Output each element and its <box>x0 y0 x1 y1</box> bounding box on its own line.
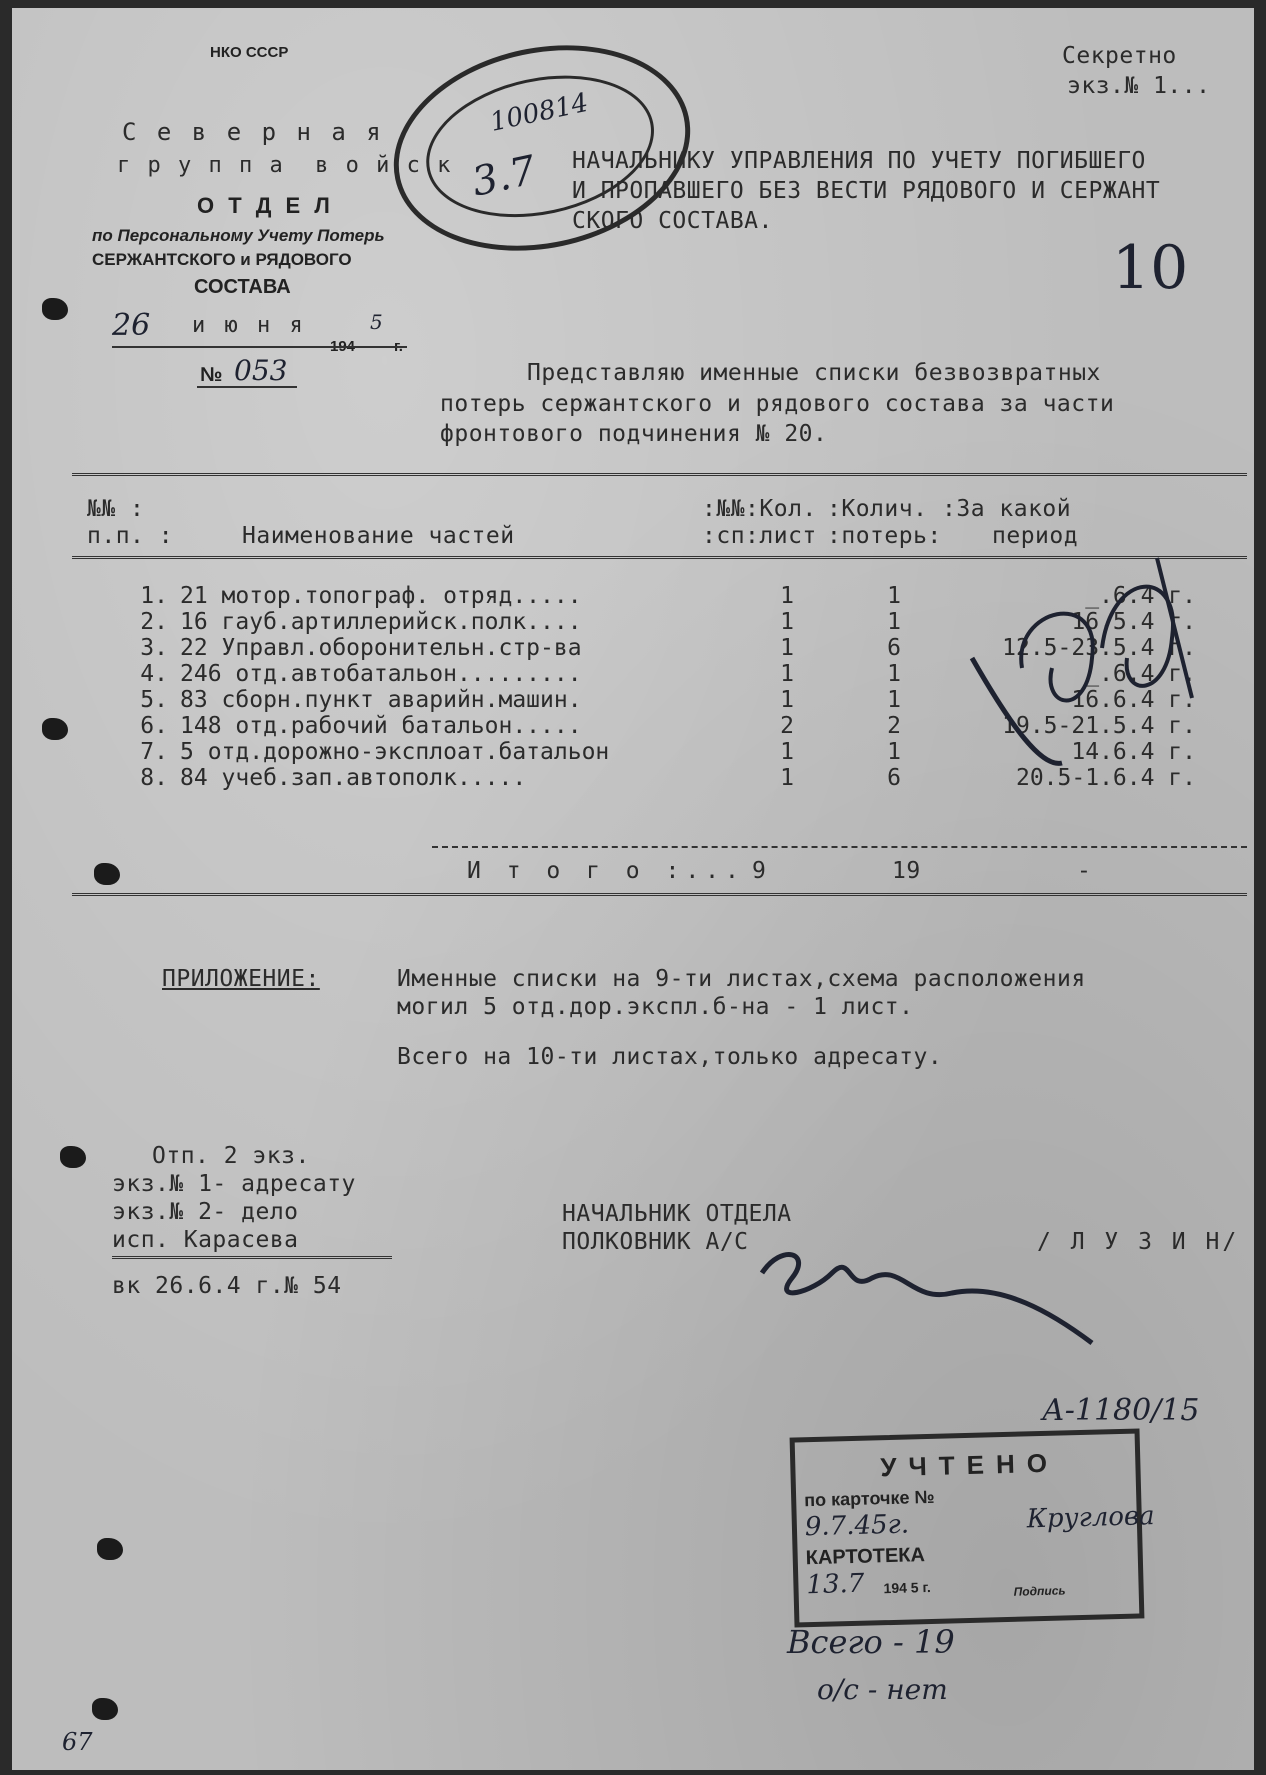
handwritten-signature <box>752 1233 1112 1353</box>
dept-line-3: СОСТАВА <box>194 276 291 298</box>
total-label: И т о г о :... <box>467 858 745 884</box>
row-losses: 1 <box>887 739 901 765</box>
addressee-line-3: СКОГО СОСТАВА. <box>572 208 773 234</box>
row-sheets: 1 <box>780 739 794 765</box>
distribution-rule <box>112 1256 392 1259</box>
dept-title: О Т Д Е Л <box>197 193 334 218</box>
punch-hole <box>94 863 120 885</box>
registration-date: 9.7.45г. <box>804 1509 910 1543</box>
date-year-digit: 5 <box>370 310 383 334</box>
date-year-prefix: 194 <box>330 338 356 355</box>
marginal-note-10: 10 <box>1112 233 1189 303</box>
row-name: 22 Управл.оборонительн.стр-ва <box>180 635 582 661</box>
row-period: 19.5-21.5.4 г. <box>1002 713 1196 739</box>
row-losses: 1 <box>887 687 901 713</box>
date-underline <box>112 346 407 348</box>
table-top-rule <box>72 473 1247 476</box>
row-period: _.6.4 г. <box>1085 661 1196 687</box>
row-period: 16.5.4 г. <box>1071 609 1196 635</box>
table-bottom-rule <box>432 846 1247 848</box>
os-note: о/с - нет <box>817 1673 948 1706</box>
distribution-line-5: вк 26.6.4 г.№ 54 <box>112 1273 342 1299</box>
addressee-line-2: И ПРОПАВШЕГО БЕЗ ВЕСТИ РЯДОВОГО И СЕРЖАНТ <box>572 178 1161 204</box>
row-num: 2. <box>140 609 168 635</box>
header-losses-1: :Колич. <box>827 496 928 522</box>
row-num: 7. <box>140 739 168 765</box>
row-period: _.6.4 г. <box>1085 583 1196 609</box>
intro-line-2: потерь сержантского и рядового состава за части <box>440 391 1115 417</box>
row-period: 14.6.4 г. <box>1071 739 1196 765</box>
header-name: Наименование частей <box>242 523 515 549</box>
row-sheets: 2 <box>780 713 794 739</box>
total-losses: 19 <box>892 858 921 884</box>
document-sheet <box>12 8 1254 1770</box>
header-num-1: №№ : <box>87 496 145 522</box>
registration-date-2: 13.7 <box>806 1568 865 1601</box>
punch-hole <box>97 1538 123 1560</box>
total-bottom-rule <box>72 893 1247 896</box>
org-line-1: С е в е р н а я <box>122 118 384 146</box>
attachment-label: ПРИЛОЖЕНИЕ: <box>162 966 320 992</box>
punch-hole <box>42 718 68 740</box>
distribution-line-4: исп. Карасева <box>112 1227 299 1253</box>
row-sheets: 1 <box>780 661 794 687</box>
registration-file-label: КАРТОТЕКА <box>805 1544 926 1570</box>
classification-secret: Секретно <box>1062 43 1177 69</box>
punch-hole <box>92 1698 118 1720</box>
row-num: 1. <box>140 583 168 609</box>
agency-label: НКО СССР <box>210 44 289 61</box>
distribution-line-2: экз.№ 1- адресату <box>112 1171 356 1197</box>
row-period: 20.5-1.6.4 г. <box>1015 765 1196 791</box>
row-name: 148 отд.рабочий батальон..... <box>180 713 582 739</box>
attachment-line-3: Всего на 10-ти листах,только адресату. <box>397 1044 943 1070</box>
signature-title-1: НАЧАЛЬНИК ОТДЕЛА <box>562 1201 792 1227</box>
date-day: 26 <box>112 308 151 343</box>
row-sheets: 1 <box>780 687 794 713</box>
punch-hole <box>42 298 68 320</box>
handwritten-check-marks <box>952 548 1212 778</box>
registration-title: УЧТЕНО <box>879 1447 1060 1483</box>
distribution-line-1: Отп. 2 экз. <box>152 1143 310 1169</box>
row-name: 21 мотор.топограф. отряд..... <box>180 583 582 609</box>
header-period-2: период <box>992 523 1079 549</box>
round-stamp-number: 100814 <box>487 87 591 138</box>
row-sheets: 1 <box>780 609 794 635</box>
row-name: 5 отд.дорожно-эксплоат.батальон <box>180 739 610 765</box>
archive-code: А-1180/15 <box>1042 1393 1200 1428</box>
intro-line-3: фронтового подчинения № 20. <box>440 421 828 447</box>
row-num: 3. <box>140 635 168 661</box>
page-number: 67 <box>62 1728 93 1756</box>
row-losses: 6 <box>887 765 901 791</box>
attachment-line-2: могил 5 отд.дор.экспл.б-на - 1 лист. <box>397 994 914 1020</box>
dept-line-1: по Персональному Учету Потерь <box>92 226 385 245</box>
header-losses-2: :потерь: <box>827 523 942 549</box>
row-name: 83 сборн.пункт аварийн.машин. <box>180 687 582 713</box>
header-sheets-2: :сп:лист <box>702 523 817 549</box>
row-losses: 1 <box>887 661 901 687</box>
row-losses: 1 <box>887 583 901 609</box>
row-num: 4. <box>140 661 168 687</box>
signature-name: / Л У З И Н/ <box>1037 1229 1240 1255</box>
row-name: 246 отд.автобатальон......... <box>180 661 582 687</box>
org-line-2: г р у п п а в о й с к <box>117 153 453 178</box>
row-losses: 6 <box>887 635 901 661</box>
classification-copy: экз.№ 1... <box>1067 73 1211 99</box>
header-sheets-1: :№№:Кол. <box>702 496 817 522</box>
header-num-2: п.п. : <box>87 523 174 549</box>
row-period: 12.5-23.5.4 г. <box>1002 635 1196 661</box>
dept-line-2: СЕРЖАНТСКОГО и РЯДОВОГО <box>92 250 352 269</box>
total-period: - <box>1077 858 1092 884</box>
signature-title-2: ПОЛКОВНИК А/С <box>562 1229 749 1255</box>
row-losses: 1 <box>887 609 901 635</box>
registration-card-label: по карточке № <box>803 1486 935 1511</box>
row-num: 6. <box>140 713 168 739</box>
row-sheets: 1 <box>780 765 794 791</box>
total-note: Всего - 19 <box>787 1623 955 1661</box>
registration-box-stamp <box>790 1428 1155 1627</box>
number-value: 053 <box>234 354 288 387</box>
registration-sign-label: Подпись <box>1013 1583 1066 1599</box>
registration-year: 194 5 г. <box>883 1578 931 1597</box>
punch-hole <box>60 1146 86 1168</box>
row-period: 16.6.4 г. <box>1071 687 1196 713</box>
row-name: 16 гауб.артиллерийск.полк.... <box>180 609 582 635</box>
intro-line-1: Представляю именные списки безвозвратных <box>527 360 1101 386</box>
row-sheets: 1 <box>780 635 794 661</box>
date-year-suffix: г. <box>394 338 403 355</box>
row-num: 8. <box>140 765 168 791</box>
attachment-line-1: Именные списки на 9-ти листах,схема расположения <box>397 966 1086 992</box>
total-sheets: 9 <box>752 858 767 884</box>
row-num: 5. <box>140 687 168 713</box>
date-month: и ю н я <box>192 313 306 338</box>
row-name: 84 учеб.зап.автополк..... <box>180 765 527 791</box>
row-losses: 2 <box>887 713 901 739</box>
addressee-line-1: НАЧАЛЬНИКУ УПРАВЛЕНИЯ ПО УЧЕТУ ПОГИБШЕГО <box>572 148 1146 174</box>
row-sheets: 1 <box>780 583 794 609</box>
number-prefix: № <box>200 364 223 386</box>
distribution-line-3: экз.№ 2- дело <box>112 1199 299 1225</box>
registration-signer: Круглова <box>1026 1501 1155 1535</box>
round-stamp-date: 3.7 <box>468 147 540 206</box>
header-period-1: :За какой <box>942 496 1072 522</box>
number-underline <box>197 386 297 388</box>
